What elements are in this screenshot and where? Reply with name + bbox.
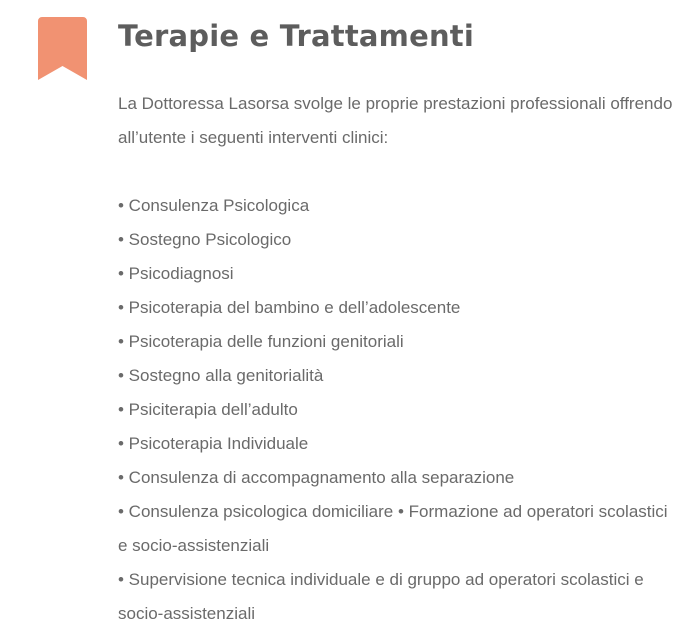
service-item: • Psicoterapia Individuale <box>118 434 309 453</box>
service-item: • Psiciterapia dell’adulto <box>118 400 298 419</box>
service-item: • Sostegno Psicologico <box>118 230 292 249</box>
service-item: • Consulenza di accompagnamento alla separazione <box>118 468 515 487</box>
service-item: • Psicoterapia del bambino e dell’adolescente <box>118 298 461 317</box>
intro-text: La Dottoressa Lasorsa svolge le proprie prestazioni professionali offrendo all’utente i seguenti interventi clinici: <box>118 94 673 147</box>
service-item: • Consulenza Psicologica <box>118 196 310 215</box>
services-list <box>118 189 678 631</box>
spacer <box>118 155 678 189</box>
section-title: Terapie e Trattamenti <box>118 19 474 53</box>
service-item: • Supervisione tecnica individuale e di gruppo ad operatori scolastici e socio-assistenziali <box>118 570 644 623</box>
service-item: • Psicoterapia delle funzioni genitoriali <box>118 332 404 351</box>
bookmark-icon <box>38 17 87 80</box>
service-item: • Psicodiagnosi <box>118 264 234 283</box>
service-item: • Consulenza psicologica domiciliare • Formazione ad operatori scolastici e socio-assistenziali <box>118 502 668 555</box>
section-content <box>118 87 678 631</box>
service-item: • Sostegno alla genitorialità <box>118 366 324 385</box>
bookmark-shape <box>38 17 87 80</box>
